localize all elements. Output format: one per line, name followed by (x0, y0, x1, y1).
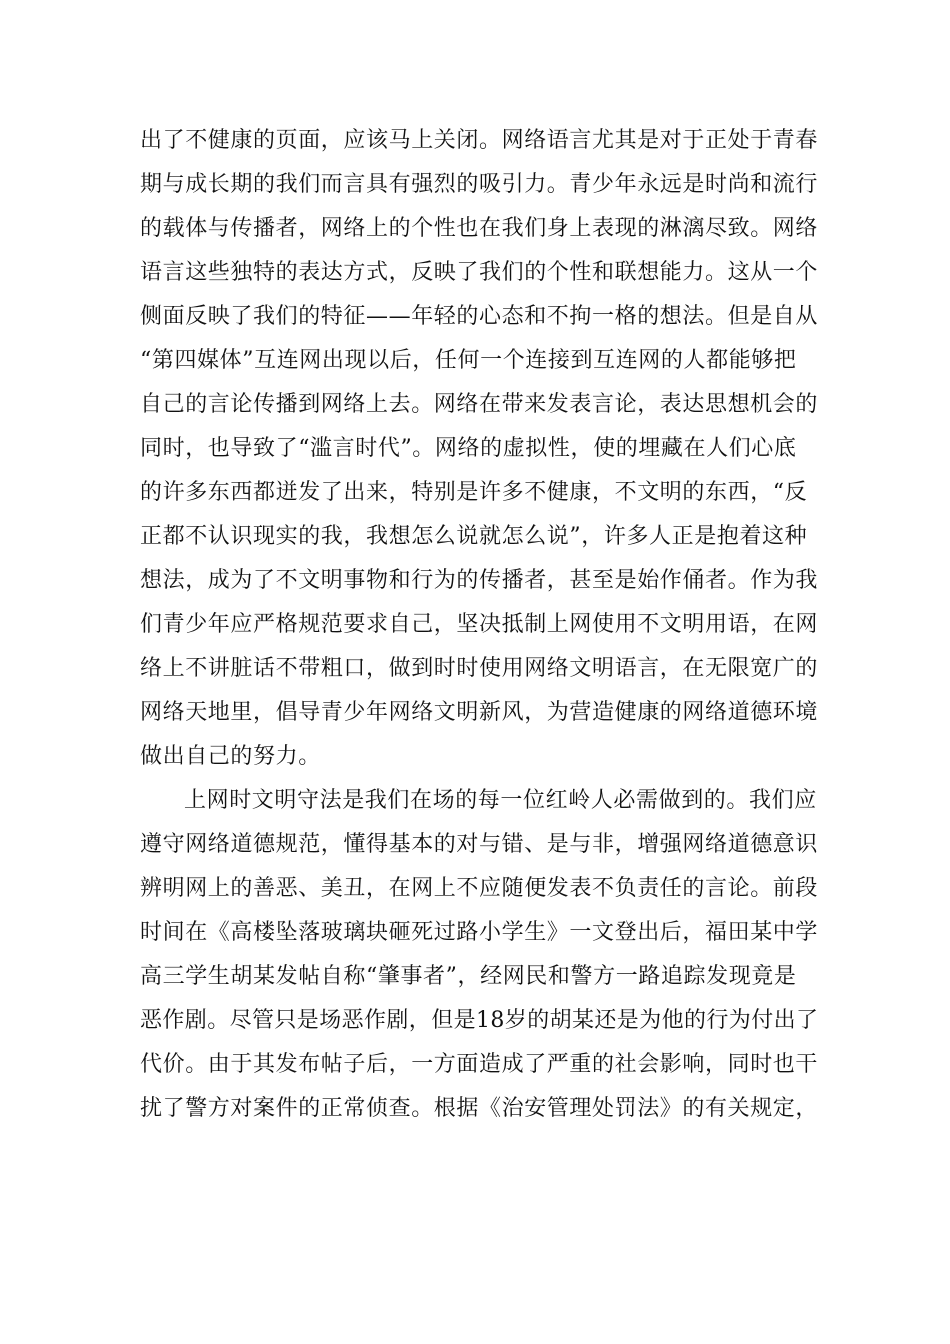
text-line: 正都不认识现实的我，我想怎么说就怎么说”，许多人正是抱着这种 (140, 524, 808, 549)
text-line: 络上不讲脏话不带粗口，做到时时使用网络文明语言，在无限宽广的 (140, 656, 819, 681)
text-line: 网络天地里，倡导青少年网络文明新风，为营造健康的网络道德环境 (140, 700, 819, 725)
text-line: 扰了警方对案件的正常侦查。根据《治安管理处罚法》的有关规定， (140, 1096, 819, 1121)
text-line: 期与成长期的我们而言具有强烈的吸引力。青少年永远是时尚和流行 (140, 172, 819, 197)
text-line: “第四媒体”互连网出现以后，任何一个连接到互连网的人都能够把 (140, 348, 797, 373)
text-line: 做出自己的努力。 (140, 744, 321, 769)
text-line: 高三学生胡某发帖自称“肇事者”，经网民和警方一路追踪发现竟是 (140, 964, 797, 989)
text-line: 代价。由于其发布帖子后，一方面造成了严重的社会影响，同时也干 (140, 1052, 819, 1077)
text-line: 出了不健康的页面，应该马上关闭。网络语言尤其是对于正处于青春 (140, 128, 819, 153)
text-line: 的载体与传播者，网络上的个性也在我们身上表现的淋漓尽致。网络 (140, 216, 819, 241)
text-line-indented: 上网时文明守法是我们在场的每一位红岭人必需做到的。我们应 (184, 788, 817, 813)
text-line: 想法，成为了不文明事物和行为的传播者，甚至是始作俑者。作为我 (140, 568, 819, 593)
text-line: 辨明网上的善恶、美丑，在网上不应随便发表不负责任的言论。前段 (140, 876, 819, 901)
text-line: 们青少年应严格规范要求自己，坚决抵制上网使用不文明用语，在网 (140, 612, 819, 637)
text-line: 语言这些独特的表达方式，反映了我们的个性和联想能力。这从一个 (140, 260, 819, 285)
text-line: 侧面反映了我们的特征——年轻的心态和不拘一格的想法。但是自从 (140, 304, 819, 329)
text-line: 自己的言论传播到网络上去。网络在带来发表言论，表达思想机会的 (140, 392, 819, 417)
text-line: 同时，也导致了“滥言时代”。网络的虚拟性，使的埋藏在人们心底 (140, 436, 797, 461)
text-line: 的许多东西都迸发了出来，特别是许多不健康，不文明的东西，“反 (140, 480, 808, 505)
text-line: 时间在《高楼坠落玻璃块砸死过路小学生》一文登出后，福田某中学 (140, 920, 819, 945)
text-line: 恶作剧。尽管只是场恶作剧，但是18岁的胡某还是为他的行为付出了 (140, 1008, 819, 1033)
text-line: 遵守网络道德规范，懂得基本的对与错、是与非，增强网络道德意识 (140, 832, 819, 857)
